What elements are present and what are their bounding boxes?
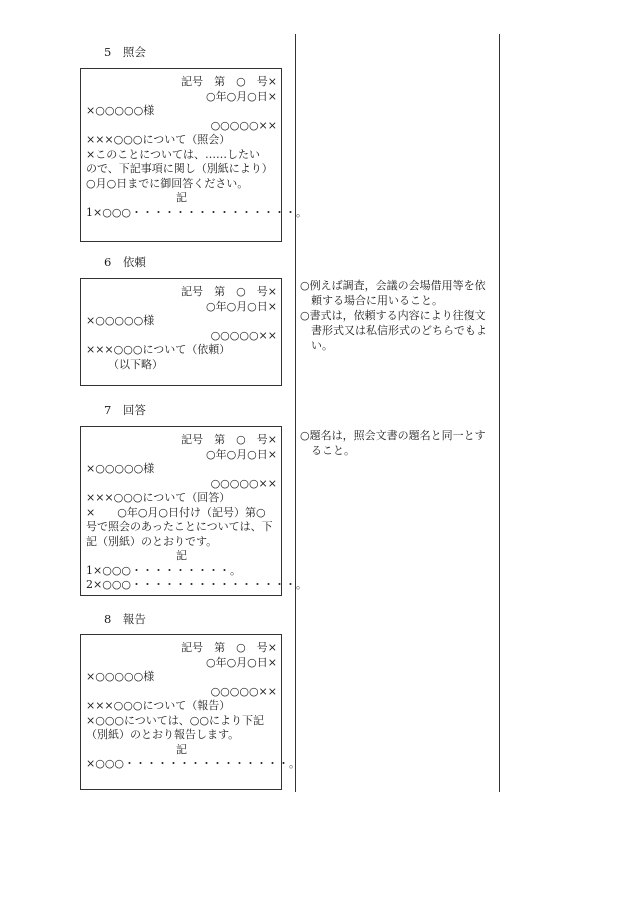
box-line: 号で照会のあったことについては、下 <box>86 520 273 533</box>
box-line: 記号 第 ○ 号× <box>181 641 277 654</box>
box-line: × ○年○月○日付け（記号）第○ <box>86 505 266 519</box>
box-line: 1×○○○・・・・・・・・・。 <box>86 563 242 577</box>
template-box-7 <box>80 426 308 596</box>
template-box-8 <box>80 634 301 790</box>
box-line: ○年○月○日× <box>205 299 277 313</box>
box-line: 記号 第 ○ 号× <box>181 433 277 446</box>
template-box-5 <box>80 68 308 242</box>
section-heading-6: 6 依頼 <box>104 255 146 269</box>
box-line: ×××○○○について（回答） <box>86 491 231 504</box>
box-line: ○年○月○日× <box>205 89 277 103</box>
box-line: ○月○日までに御回答ください。 <box>86 176 249 190</box>
box-line: 1×○○○・・・・・・・・・・・・・・・。 <box>86 205 308 219</box>
box-line: 記号 第 ○ 号× <box>181 75 277 88</box>
box-line: （別紙）のとおり報告します。 <box>86 728 240 741</box>
section-heading-7: 7 回答 <box>104 403 146 417</box>
box-line: ×○○○○○様 <box>86 104 155 117</box>
box-line: ○年○月○日× <box>205 447 277 461</box>
template-box-6 <box>80 278 282 386</box>
box-line: 2×○○○・・・・・・・・・・・・・・・。 <box>86 578 308 591</box>
box-line: ×○○○○○様 <box>86 462 155 475</box>
box-line: 記（別紙）のとおりです。 <box>86 534 218 548</box>
box-line: ×このことについては、……したい <box>86 147 260 161</box>
box-line: 記 <box>176 742 187 756</box>
box-line: ×○○○・・・・・・・・・・・・・・・。 <box>86 757 301 770</box>
divider-right <box>499 34 500 792</box>
box-line: ○○○○○×× <box>210 476 277 490</box>
box-line: ×○○○○○様 <box>86 314 155 327</box>
box-line: （以下略） <box>108 357 163 371</box>
box-line: ×××○○○について（報告） <box>86 699 231 712</box>
box-line: ×××○○○について（照会） <box>86 133 231 146</box>
note-item: ○題名は，照会文書の題名と同一とすること。 <box>300 429 486 457</box>
box-line: ○○○○○×× <box>210 684 277 698</box>
divider-left <box>295 34 296 792</box>
section-heading-8: 8 報告 <box>104 612 146 626</box>
box-line: 記 <box>176 191 187 204</box>
box-line: ○○○○○×× <box>210 118 277 132</box>
box-line: ○年○月○日× <box>205 655 277 669</box>
box-line: ×○○○については、○○により下記 <box>86 713 264 727</box>
box-line: ので、下記事項に関し（別紙により） <box>86 162 273 175</box>
box-line: 記号 第 ○ 号× <box>181 285 277 298</box>
notes-6 <box>300 278 496 353</box>
box-line: 記 <box>176 549 187 562</box>
box-line: ×××○○○について（依頼） <box>86 343 231 356</box>
section-heading-5: 5 照会 <box>104 45 146 59</box>
box-line: ○○○○○×× <box>210 328 277 342</box>
notes-7 <box>300 428 496 458</box>
box-line: ×○○○○○様 <box>86 670 155 683</box>
note-item: ○例えば調査，会議の会場借用等を依頼する場合に用いること。 <box>300 279 486 307</box>
note-item: ○書式は，依頼する内容により往復文書形式又は私信形式のどちらでもよい。 <box>300 309 487 352</box>
